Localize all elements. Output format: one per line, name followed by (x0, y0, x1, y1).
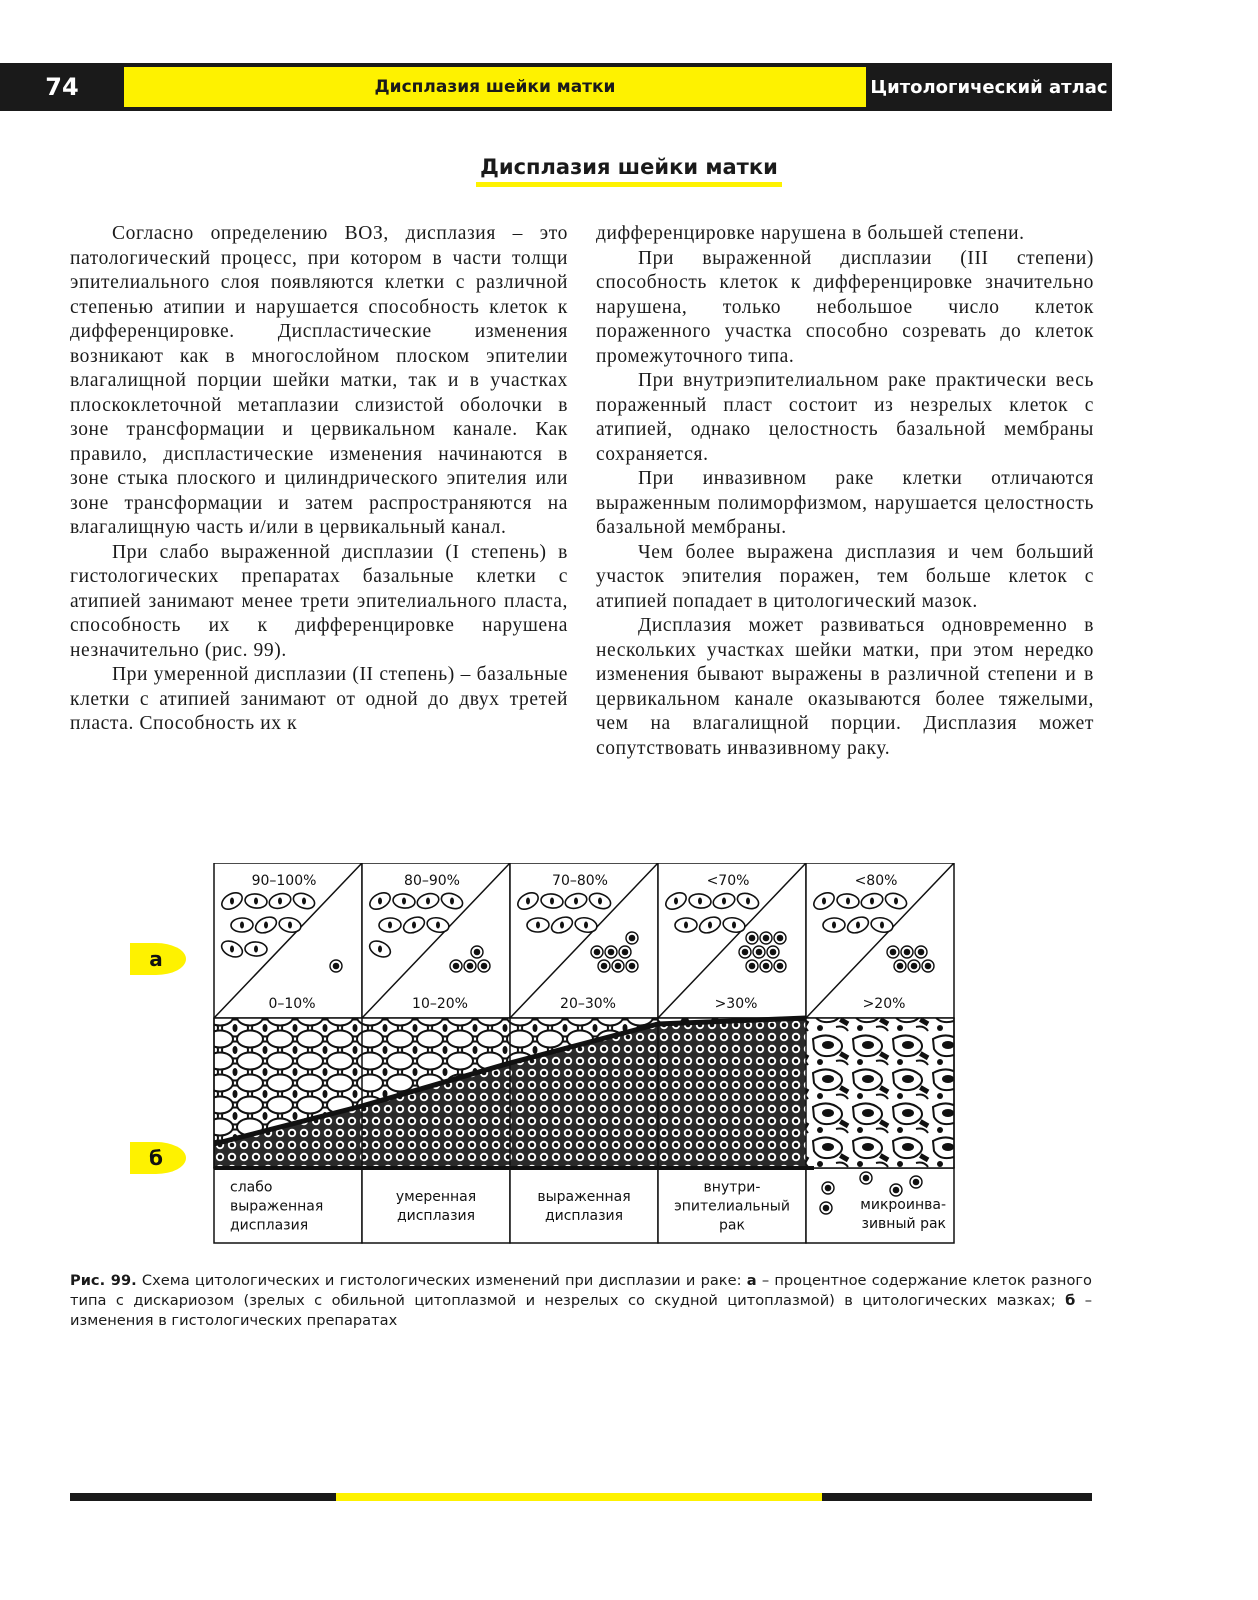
immature-cell-nucleus (622, 949, 629, 956)
text-column-left (70, 222, 568, 737)
immature-cell-nucleus (925, 963, 932, 970)
immature-cell-nucleus (749, 963, 756, 970)
mature-cell-nucleus (732, 922, 736, 929)
stage-name: слабо (230, 1179, 273, 1196)
paragraph: При слабо выраженной дисплазии (I степень) в гистологических препаратах базальные клетки с атипией занимают менее трети эпителиального пласта, способность их к дифференцировке нарушена незначительно (рис. 99). (70, 541, 568, 661)
mature-cell-nucleus (684, 922, 688, 929)
mature-cell-nucleus (230, 898, 234, 905)
mature-cell-nucleus (598, 898, 602, 905)
mature-cell-nucleus (832, 922, 836, 929)
paragraph: При умеренной дисплазии (II степень) – базальные клетки с атипией занимают от одной до двух третей пласта. Способность их к (70, 664, 568, 734)
name-box (362, 1168, 510, 1243)
immature-cell-nucleus (629, 963, 636, 970)
mature-cell-nucleus (846, 898, 850, 905)
mature-cell-nucleus (584, 922, 588, 929)
mature-percent: <70% (706, 873, 750, 889)
paragraph: При выраженной дисплазии (III степени) способность клеток к дифференцировке значительно нарушена, только небольшое число клеток пораженного участка способно созревать до клеток промежуточного типа. (596, 247, 1094, 367)
paragraph: Согласно определению ВОЗ, дисплазия – это патологический процесс, при котором в части толщи эпителиального слоя появляются клетки с различной степенью атипии и нарушается способность клеток к дифференцировке. Диспластические изменения возникают как в многослойном плоском эпителии влагалищной порции шейки матки, так и в участках плоскоклеточной метаплазии слизистой оболочки в зоне трансформации и цервикальном канале. Как правило, диспластические изменения начинаются в зоне стыка плоского и цилиндрического эпителия или зоне трансформации и затем распространяются на влагалищную часть и/или в цервикальный канал. (70, 223, 568, 538)
stage-name: микроинва- (860, 1197, 946, 1213)
mature-cell-nucleus (450, 898, 454, 905)
mature-cell-nucleus (378, 898, 382, 905)
invading-cell-nucleus (825, 1185, 832, 1192)
immature-cell-nucleus (333, 963, 340, 970)
mature-cell-nucleus (288, 922, 292, 929)
mature-cell-nucleus (278, 898, 282, 905)
invading-cell-nucleus (913, 1179, 920, 1186)
footer-bar-yellow (336, 1493, 822, 1501)
chapter-title: Дисплазия шейки матки (476, 155, 782, 187)
immature-percent: >20% (862, 996, 906, 1012)
page-footer-bar (70, 1493, 1092, 1501)
dysplasia-diagram (130, 863, 960, 1263)
paragraph: дифференцировке нарушена в большей степени. (596, 223, 1025, 244)
label-a (130, 943, 186, 975)
mature-cell-nucleus (894, 898, 898, 905)
mature-cell-nucleus (436, 922, 440, 929)
immature-cell-nucleus (756, 949, 763, 956)
immature-cell-nucleus (904, 949, 911, 956)
mature-cell-nucleus (856, 922, 860, 929)
caption-text: Схема цитологических и гистологических изменений при дисплазии и раке: (136, 1272, 747, 1289)
mature-cell-nucleus (574, 898, 578, 905)
text-column-right (596, 222, 1094, 761)
footer-bar-dark (70, 1493, 336, 1501)
immature-cell-nucleus (763, 935, 770, 942)
mature-percent: 70–80% (552, 873, 608, 889)
immature-cell-nucleus (467, 963, 474, 970)
mature-cell-nucleus (698, 898, 702, 905)
mature-cell-nucleus (426, 898, 430, 905)
mature-cell-nucleus (870, 898, 874, 905)
label-a-text: а (149, 947, 163, 971)
immature-cell-nucleus (911, 963, 918, 970)
mature-cell-nucleus (254, 946, 258, 953)
section-title: Дисплазия шейки матки (124, 63, 866, 111)
immature-percent: 0–10% (268, 996, 316, 1012)
immature-cell-nucleus (749, 935, 756, 942)
mature-cell-nucleus (526, 898, 530, 905)
immature-cell-nucleus (897, 963, 904, 970)
immature-cell-nucleus (594, 949, 601, 956)
mature-percent: 90–100% (251, 873, 317, 889)
immature-percent: >30% (714, 996, 758, 1012)
caption-text: – изменения в гистологических препаратах (70, 1292, 1092, 1329)
mature-cell-nucleus (708, 922, 712, 929)
mature-cell-nucleus (402, 898, 406, 905)
invading-cell-nucleus (893, 1187, 900, 1194)
immature-cell-nucleus (615, 963, 622, 970)
immature-cell-nucleus (474, 949, 481, 956)
mature-cell-nucleus (230, 946, 234, 953)
mature-percent: 80–90% (404, 873, 460, 889)
chapter-heading (0, 155, 1258, 187)
invasive-epithelium (806, 1018, 954, 1168)
mature-cell-nucleus (722, 898, 726, 905)
caption-label-a: а (746, 1272, 757, 1289)
stage-name: выраженная (230, 1198, 324, 1215)
immature-cell-nucleus (629, 935, 636, 942)
immature-percent: 10–20% (412, 996, 468, 1012)
stage-name: зивный рак (861, 1216, 946, 1232)
paragraph: При инвазивном раке клетки отличаются выраженным полиморфизмом, нарушается целостность базальной мембраны. (596, 468, 1094, 538)
figure-caption (70, 1271, 1092, 1331)
stage-name: эпителиальный (674, 1198, 790, 1215)
page-number: 74 (0, 63, 124, 111)
immature-cell-nucleus (453, 963, 460, 970)
immature-cell-nucleus (608, 949, 615, 956)
mature-cell-nucleus (536, 922, 540, 929)
paragraph: Чем более выражена дисплазия и чем больший участок эпителия поражен, тем больше клеток с атипией попадает в цитологический мазок. (596, 541, 1094, 612)
mature-cell-nucleus (550, 898, 554, 905)
stage-name: внутри- (703, 1179, 761, 1196)
stage-name: дисплазия (396, 1208, 476, 1224)
mature-cell-nucleus (674, 898, 678, 905)
invading-cell-nucleus (823, 1205, 830, 1212)
label-b-text: б (149, 1146, 163, 1170)
immature-cell-nucleus (763, 963, 770, 970)
mature-cell-nucleus (746, 898, 750, 905)
mature-cell-nucleus (412, 922, 416, 929)
mature-cell-nucleus (822, 898, 826, 905)
immature-percent: 20–30% (560, 996, 616, 1012)
mature-percent: <80% (854, 873, 898, 889)
immature-cell-nucleus (890, 949, 897, 956)
mature-cell-nucleus (560, 922, 564, 929)
page-header (0, 63, 1112, 111)
stage-name: дисплазия (544, 1208, 624, 1224)
paragraph: Дисплазия может развиваться одновременно в нескольких участках шейки матки, при этом нередко изменения бывают выражены в различной степени и в цервикальном канале оказываются более тяжелыми, чем на влагалищной порции. Дисплазия может сопутствовать инвазивному раку. (596, 615, 1094, 759)
caption-text: – процентное содержание клеток разного типа с дискариозом (зрелых с обильной цитоплазмой и незрелых со скудной цитоплазмой) в цитологических мазках; (70, 1272, 1092, 1309)
figure-99 (130, 863, 960, 1263)
immature-cell-nucleus (481, 963, 488, 970)
stage-name: выраженная (537, 1189, 631, 1205)
footer-bar-dark (822, 1493, 1092, 1501)
caption-label-b: б (1065, 1292, 1076, 1309)
mature-cell-nucleus (254, 898, 258, 905)
mature-cell-nucleus (264, 922, 268, 929)
mature-cell-nucleus (378, 946, 382, 953)
immature-cell-nucleus (770, 949, 777, 956)
invading-cell-nucleus (863, 1175, 870, 1182)
stage-name: дисплазия (230, 1217, 309, 1234)
mature-cell-nucleus (880, 922, 884, 929)
label-b (130, 1142, 186, 1174)
mature-cell-nucleus (302, 898, 306, 905)
immature-cell-nucleus (601, 963, 608, 970)
stage-name: умеренная (395, 1189, 477, 1205)
immature-cell-nucleus (777, 963, 784, 970)
name-box (510, 1168, 658, 1243)
book-title: Цитологический атлас (866, 63, 1112, 111)
immature-cell-nucleus (918, 949, 925, 956)
immature-cell-nucleus (742, 949, 749, 956)
stage-name: рак (719, 1217, 745, 1234)
immature-cell-nucleus (777, 935, 784, 942)
paragraph: При внутриэпителиальном раке практически весь пораженный пласт состоит из незрелых клеток с атипией, однако целостность базальной мембраны сохраняется. (596, 370, 1094, 465)
mature-cell-nucleus (388, 922, 392, 929)
caption-figure-ref: Рис. 99. (70, 1272, 137, 1289)
mature-cell-nucleus (240, 922, 244, 929)
